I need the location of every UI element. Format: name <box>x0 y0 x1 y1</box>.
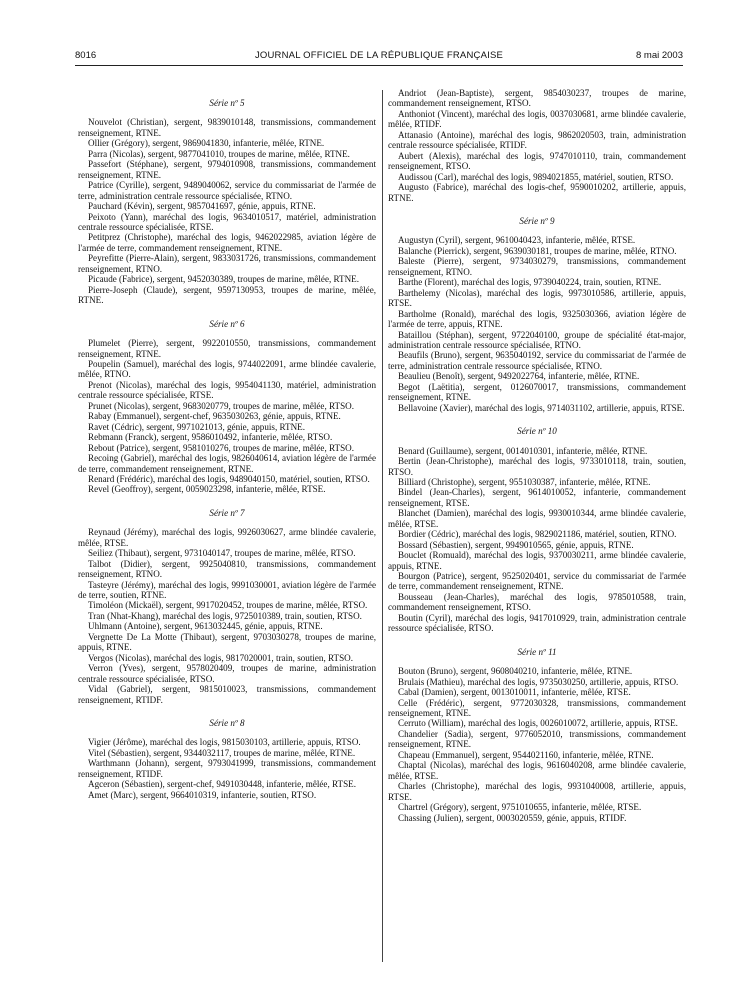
promotion-entry: Attanasio (Antoine), maréchal des logis, 9862020503, train, administration centrale ressource spécialisée, RTIDF. <box>388 129 686 151</box>
promotion-entry: Bataillou (Stéphan), sergent, 9722040100, groupe de spécialité état-major, administration centrale ressource spécialisée, RTNO. <box>388 329 686 350</box>
promotion-entry: Bordier (Cédric), maréchal des logis, 9829021186, matériel, soutien, RTNO. <box>398 529 677 540</box>
promotion-entry: Charles (Christophe), maréchal des logis, 9931040008, artillerie, appuis, RTSE. <box>388 781 686 802</box>
promotion-entry: Andriot (Jean-Baptiste), sergent, 9854030237, troupes de marine, commandement renseignement, RTSO. <box>388 88 686 109</box>
promotion-entry: Chaptal (Nicolas), maréchal des logis, 9616040208, arme blindée cavalerie, mêlée, RTSE. <box>388 760 686 781</box>
promotion-entry: Poupelin (Samuel), maréchal des logis, 9744022091, arme blindée cavalerie, mêlée, RTNO. <box>78 358 376 380</box>
promotion-entry: Patrice (Cyrille), sergent, 9489040062, service du commissariat de l'armée de terre, administration centrale ressource spécialisée, RTNO. <box>78 180 376 201</box>
promotion-entry: Bouton (Bruno), sergent, 9608040210, infanterie, mêlée, RTNE. <box>398 666 633 677</box>
promotion-entry: Pierre-Joseph (Claude), sergent, 9597130953, troupes de marine, mêlée, RTNE. <box>78 284 376 306</box>
promotion-entry: Anthoniot (Vincent), maréchal des logis, 0037030681, arme blindée cavalerie, mêlée, RTIDF. <box>388 108 686 130</box>
promotion-entry: Barthe (Florent), maréchal des logis, 9739040224, train, soutien, RTNE. <box>398 277 662 288</box>
promotion-entry: Celle (Frédéric), sergent, 9772030328, transmissions, commandement renseignement, RTNE. <box>388 697 686 719</box>
promotion-entry: Baleste (Pierre), sergent, 9734030279, transmissions, commandement renseignement, RTNO. <box>388 256 686 277</box>
left-column <box>78 88 376 800</box>
promotion-entry: Bousseau (Jean-Charles), maréchal des logis, 9785010588, train, commandement renseignement, RTSO. <box>388 591 686 613</box>
promotion-entry: Ollier (Grégory), sergent, 9869041830, infanterie, mêlée, RTNE. <box>88 138 325 149</box>
promotion-entry: Balanche (Pierrick), sergent, 9639030181, troupes de marine, mêlée, RTNO. <box>398 245 677 256</box>
promotion-entry: Beaulieu (Benoît), sergent, 9492022764, infanterie, mêlée, RTNE. <box>398 371 640 382</box>
promotion-entry: Brulais (Mathieu), maréchal des logis, 9735030250, artillerie, appuis, RTSO. <box>398 676 679 687</box>
promotion-entry: Renard (Frédéric), maréchal des logis, 9489040150, matériel, soutien, RTSO. <box>88 473 370 484</box>
promotion-entry: Cabal (Damien), sergent, 0013010011, infanterie, mêlée, RTSE. <box>398 687 631 698</box>
promotion-entry: Bartholme (Ronald), maréchal des logis, 9325030366, aviation légère de l'armée de terre, appuis, RTNE. <box>388 308 686 330</box>
promotion-entry: Barthelemy (Nicolas), maréchal des logis, 9973010586, artillerie, appuis, RTSE. <box>388 287 686 309</box>
promotion-entry: Vitel (Sébastien), sergent, 9344032117, troupes de marine, mêlée, RTNE. <box>88 747 356 758</box>
promotion-entry: Prenot (Nicolas), maréchal des logis, 9954041130, matériel, administration centrale ressource spécialisée, RTSE. <box>78 379 376 401</box>
promotion-entry: Talbot (Didier), sergent, 9925040810, transmissions, commandement renseignement, RTNO. <box>78 558 376 580</box>
serie-heading: Série nº 8 <box>209 718 245 729</box>
promotion-entry: Audissou (Carl), maréchal des logis, 9894021855, matériel, soutien, RTSO. <box>398 171 674 182</box>
promotion-entry: Bertin (Jean-Christophe), maréchal des logis, 9733010118, train, soutien, RTSO. <box>388 456 686 477</box>
promotion-entry: Peixoto (Yann), maréchal des logis, 9634010517, matériel, administration centrale ressource spécialisée, RTSE. <box>78 211 376 232</box>
promotion-entry: Augusto (Fabrice), maréchal des logis-chef, 9590010202, artillerie, appuis, RTNE. <box>388 182 686 203</box>
promotion-entry: Picaude (Fabrice), sergent, 9452030389, troupes de marine, mêlée, RTNE. <box>88 274 360 285</box>
promotion-entry: Nouvelot (Christian), sergent, 9839010148, transmissions, commandement renseignement, RTNE. <box>78 117 376 138</box>
promotion-entry: Bellavoine (Xavier), maréchal des logis, 9714031102, artillerie, appuis, RTSE. <box>398 402 685 413</box>
journal-title: JOURNAL OFFICIEL DE LA RÉPUBLIQUE FRANÇAISE <box>254 50 504 61</box>
promotion-entry: Cerruto (William), maréchal des logis, 0026010072, artillerie, appuis, RTSE. <box>398 718 678 729</box>
publication-date: 8 mai 2003 <box>635 50 683 61</box>
promotion-entry: Peyrefitte (Pierre-Alain), sergent, 9833031726, transmissions, commandement renseignement, RTNO. <box>78 253 376 274</box>
promotion-entry: Tasteyre (Jérémy), maréchal des logis, 9991030001, aviation légère de l'armée de terre, soutien, RTNE. <box>78 579 376 601</box>
promotion-entry: Pauchard (Kévin), sergent, 9857041697, génie, appuis, RTNE. <box>88 201 316 212</box>
serie-heading: Série nº 10 <box>517 426 557 437</box>
promotion-entry: Aubert (Alexis), maréchal des logis, 9747010110, train, commandement renseignement, RTSO. <box>388 150 686 172</box>
serie-heading: Série nº 11 <box>517 646 557 657</box>
promotion-entry: Blanchet (Damien), maréchal des logis, 9930010344, arme blindée cavalerie, mêlée, RTSE. <box>388 508 686 529</box>
promotion-entry: Parra (Nicolas), sergent, 9877041010, troupes de marine, mêlée, RTNE. <box>88 148 350 159</box>
promotion-entry: Bindel (Jean-Charles), sergent, 9614010052, infanterie, commandement renseignement, RTSE. <box>388 487 686 508</box>
serie-heading: Série nº 6 <box>209 318 245 329</box>
serie-heading: Série nº 5 <box>209 98 245 108</box>
promotion-entry: Uhlmann (Antoine), sergent, 9613032445, génie, appuis, RTNE. <box>88 621 323 632</box>
promotion-entry: Beaufils (Bruno), sergent, 9635040192, service du commissariat de l'armée de terre, administration centrale ressource spécialisée, RTNO. <box>388 350 686 371</box>
promotion-entry: Augustyn (Cyril), sergent, 9610040423, infanterie, mêlée, RTSE. <box>398 235 636 246</box>
promotion-entry: Tran (Nhat-Khang), maréchal des logis, 9725010389, train, soutien, RTSO. <box>88 610 362 621</box>
promotion-entry: Petitprez (Christophe), maréchal des logis, 9462022985, aviation légère de l'armée de terre, commandement renseignement, RTNE. <box>78 232 376 253</box>
promotion-entry: Vidal (Gabriel), sergent, 9815010023, transmissions, commandement renseignement, RTIDF. <box>78 684 376 705</box>
column-divider <box>382 90 383 962</box>
page-header <box>75 50 683 64</box>
page-number: 8016 <box>75 50 97 61</box>
promotion-entry: Rabay (Emmanuel), sergent-chef, 9635030263, génie, appuis, RTNE. <box>88 411 341 422</box>
promotion-entry: Agceron (Sébastien), sergent-chef, 9491030448, infanterie, mêlée, RTSE. <box>88 779 356 790</box>
header-rule <box>75 65 683 66</box>
promotion-entry: Vergnette De La Motte (Thibaut), sergent, 9703030278, troupes de marine, appuis, RTNE. <box>78 631 376 653</box>
right-column <box>388 88 686 823</box>
promotion-entry: Vergos (Nicolas), maréchal des logis, 9817020001, train, soutien, RTSO. <box>88 652 353 663</box>
promotion-entry: Boutin (Cyril), maréchal des logis, 9417010929, train, administration centrale ressource spécialisée, RTSO. <box>388 612 686 634</box>
promotion-entry: Chartrel (Grégory), sergent, 9751010655, infanterie, mêlée, RTSE. <box>398 802 642 813</box>
promotion-entry: Chapeau (Emmanuel), sergent, 9544021160, infanterie, mêlée, RTNE. <box>398 749 654 760</box>
promotion-entry: Billiard (Christophe), sergent, 9551030387, infanterie, mêlée, RTNE. <box>398 476 651 487</box>
promotion-entry: Reynaud (Jérémy), maréchal des logis, 9926030627, arme blindée cavalerie, mêlée, RTSE. <box>78 527 376 548</box>
promotion-entry: Plumelet (Pierre), sergent, 9922010550, transmissions, commandement renseignement, RTNE. <box>78 338 376 359</box>
promotion-entry: Bouclet (Romuald), maréchal des logis, 9370030211, arme blindée cavalerie, appuis, RTNE. <box>388 550 686 571</box>
promotion-entry: Chandelier (Sadia), sergent, 9776052010, transmissions, commandement renseignement, RTNE. <box>388 728 686 750</box>
promotion-entry: Ravet (Cédric), sergent, 9971021013, génie, appuis, RTNE. <box>88 421 305 432</box>
promotion-entry: Bossard (Sébastien), sergent, 9949010565, génie, appuis, RTNE. <box>398 539 634 550</box>
promotion-entry: Bourgon (Patrice), sergent, 9525020401, service du commissariat de l'armée de terre, commandement renseignement, RTNE. <box>388 571 686 592</box>
promotion-entry: Timoléon (Mickaël), sergent, 9917020452, troupes de marine, mêlée, RTSO. <box>88 600 368 611</box>
promotion-entry: Rebout (Patrice), sergent, 9581010276, troupes de marine, mêlée, RTSO. <box>88 442 354 453</box>
promotion-entry: Amet (Marc), sergent, 9664010319, infanterie, soutien, RTSO. <box>88 789 317 800</box>
promotion-entry: Passefort (Stéphane), sergent, 9794010908, transmissions, commandement renseignement, RTNE. <box>78 159 376 180</box>
promotion-entry: Revel (Geoffroy), sergent, 0059023298, infanterie, mêlée, RTSE. <box>88 484 326 495</box>
promotion-entry: Vigier (Jérôme), maréchal des logis, 9815030103, artillerie, appuis, RTSO. <box>88 737 361 748</box>
serie-heading: Série nº 7 <box>209 507 245 518</box>
promotion-entry: Recoing (Gabriel), maréchal des logis, 9826040614, aviation légère de l'armée de terre, commandement renseignement, RTNE. <box>78 453 376 474</box>
promotion-entry: Chassing (Julien), sergent, 0003020559, génie, appuis, RTIDF. <box>398 812 627 823</box>
promotion-entry: Seiliez (Thibaut), sergent, 9731040147, troupes de marine, mêlée, RTSO. <box>88 548 356 559</box>
promotion-entry: Warthmann (Johann), sergent, 9793041999, transmissions, commandement renseignement, RTIDF. <box>78 758 376 779</box>
promotion-entry: Begot (Laëtitia), sergent, 0126070017, transmissions, commandement renseignement, RTNE. <box>388 381 686 403</box>
promotion-entry: Rebmann (Franck), sergent, 9586010492, infanterie, mêlée, RTSO. <box>88 432 333 443</box>
serie-heading: Série nº 9 <box>519 215 555 226</box>
promotion-entry: Benard (Guillaume), sergent, 0014010301, infanterie, mêlée, RTNE. <box>398 445 648 456</box>
promotion-entry: Prunet (Nicolas), sergent, 9683020779, troupes de marine, mêlée, RTSO. <box>88 400 354 411</box>
promotion-entry: Verron (Yves), sergent, 9578020409, troupes de marine, administration centrale ressource spécialisée, RTSO. <box>78 663 376 684</box>
